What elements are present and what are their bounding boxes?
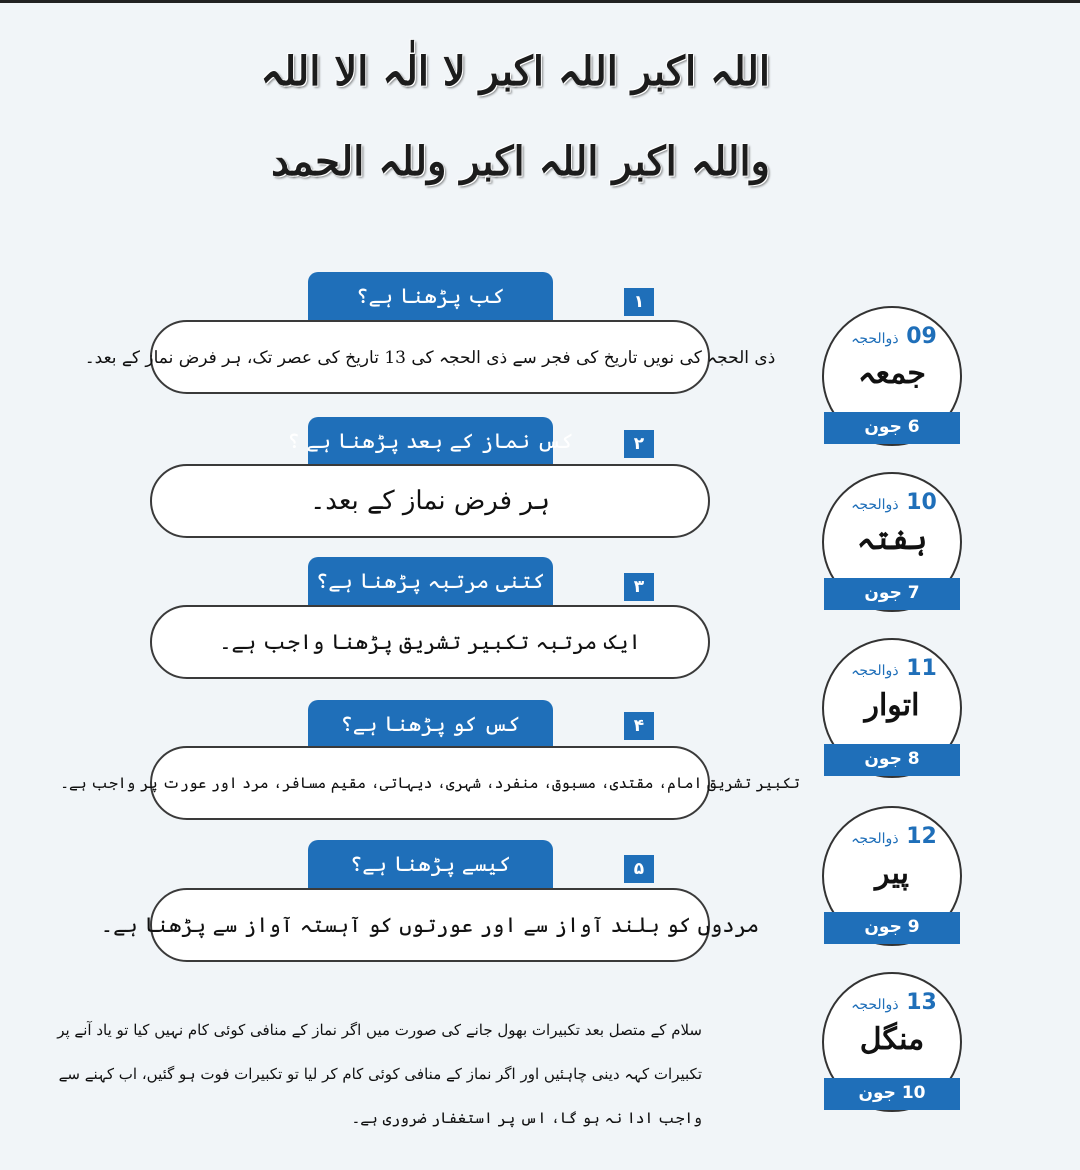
hijri-month: ذوالحجہ — [851, 663, 899, 679]
question-4-tab: کس کو پڑھنا ہے؟ — [308, 700, 553, 748]
answer-3-box: ایک مرتبہ تکبیر تشریق پڑھنا واجب ہے۔ — [150, 605, 710, 679]
weekday: منگل — [859, 1022, 925, 1057]
weekday: اتوار — [864, 688, 920, 723]
question-1-tab: کب پڑھنا ہے؟ — [308, 272, 553, 320]
weekday: پیر — [875, 856, 909, 891]
hijri-month: ذوالحجہ — [851, 997, 899, 1013]
hijri-date — [824, 990, 960, 1015]
day-circle-12 — [822, 806, 962, 946]
weekday: ہفتہ — [856, 522, 928, 557]
gregorian-date: 7 جون — [824, 578, 960, 610]
footnote-line-2: تکبیرات کہہ دینی چاہئیں اور اگر نماز کے منافی کوئی کام کر لیا تو تکبیرات فوت ہو گئیں، اب کہنے سے — [58, 1065, 702, 1083]
gregorian-date: 6 جون — [824, 412, 960, 444]
hijri-month: ذوالحجہ — [851, 331, 899, 347]
footnote-line-3: واجب ادا نہ ہو گا، اس پر استغفار ضروری ہے۔ — [351, 1109, 702, 1127]
question-3-tab: کتنی مرتبہ پڑھنا ہے؟ — [308, 557, 553, 605]
hijri-day: 09 — [906, 324, 937, 349]
answer-1-box: ذی الحجہ کی نویں تاریخ کی فجر سے ذی الحجہ کی 13 تاریخ کی عصر تک، ہر فرض نماز کے بعد۔ — [150, 320, 710, 394]
day-circle-09 — [822, 306, 962, 446]
hijri-date — [824, 490, 960, 515]
hijri-month: ذوالحجہ — [851, 497, 899, 513]
day-circle-11 — [822, 638, 962, 778]
hijri-month: ذوالحجہ — [851, 831, 899, 847]
takbeer-calligraphy-line-2: واللہ اکبر اللہ اکبر وللہ الحمد — [271, 138, 770, 185]
hijri-day: 10 — [906, 490, 937, 515]
gregorian-date: 10 جون — [824, 1078, 960, 1110]
question-2-number: ۲ — [624, 430, 654, 458]
top-border — [0, 0, 1080, 3]
footnote-line-1: سلام کے متصل بعد تکبیرات بھول جانے کی صورت میں اگر نماز کے منافی کوئی کام نہیں کیا تو یاد آنے پر — [57, 1021, 702, 1039]
gregorian-date: 9 جون — [824, 912, 960, 944]
hijri-day: 13 — [906, 990, 937, 1015]
answer-4-box: تکبیر تشریق امام، مقتدی، مسبوق، منفرد، شہری، دیہاتی، مقیم مسافر، مرد اور عورت پر واجب ہے۔ — [150, 746, 710, 820]
footnote — [57, 1008, 702, 1140]
question-4-number: ۴ — [624, 712, 654, 740]
question-1-number: ۱ — [624, 288, 654, 316]
hijri-date — [824, 656, 960, 681]
hijri-date — [824, 824, 960, 849]
weekday: جمعہ — [858, 356, 926, 391]
hijri-day: 12 — [906, 824, 937, 849]
answer-2-box: ہر فرض نماز کے بعد۔ — [150, 464, 710, 538]
day-circle-10 — [822, 472, 962, 612]
gregorian-date: 8 جون — [824, 744, 960, 776]
question-5-tab: کیسے پڑھنا ہے؟ — [308, 840, 553, 888]
question-5-number: ۵ — [624, 855, 654, 883]
hijri-date — [824, 324, 960, 349]
takbeer-calligraphy-line-1: اللہ اکبر اللہ اکبر لا الٰہ الا اللہ — [260, 48, 770, 95]
question-3-number: ۳ — [624, 573, 654, 601]
answer-5-box: مردوں کو بلند آواز سے اور عورتوں کو آہستہ آواز سے پڑھنا ہے۔ — [150, 888, 710, 962]
hijri-day: 11 — [906, 656, 937, 681]
question-2-tab: کس نماز کے بعد پڑھنا ہے ؟ — [308, 417, 553, 465]
day-circle-13 — [822, 972, 962, 1112]
